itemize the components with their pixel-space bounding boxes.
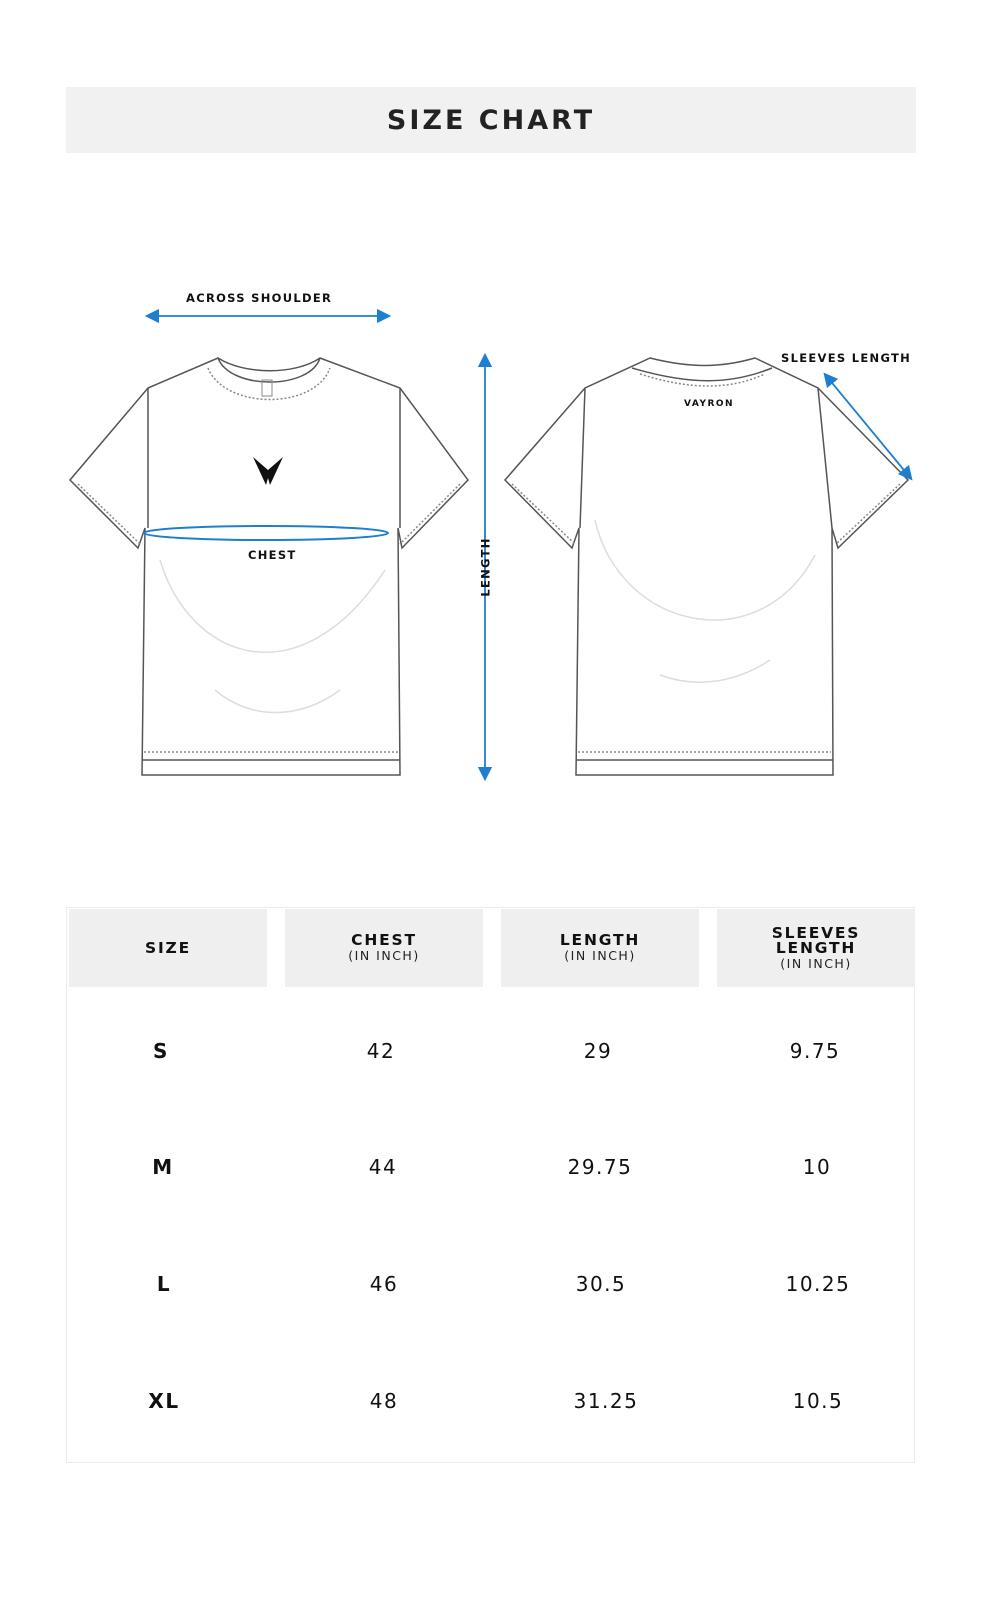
row-s-size: S (153, 1039, 169, 1063)
header-unit: (IN INCH) (564, 948, 636, 963)
header-label: SIZE (145, 938, 191, 957)
row-xl-size: XL (148, 1389, 180, 1413)
row-xl-sleeves: 10.5 (792, 1389, 844, 1413)
row-l-sleeves: 10.25 (785, 1272, 851, 1296)
row-xl-chest: 48 (369, 1389, 399, 1413)
row-s-sleeves: 9.75 (789, 1039, 841, 1063)
length-label: LENGTH (478, 537, 493, 597)
header-unit: (IN INCH) (780, 955, 852, 971)
row-s-length: 29 (583, 1039, 613, 1063)
row-l-chest: 46 (369, 1272, 399, 1296)
row-xl-length: 31.25 (573, 1389, 639, 1413)
header-label: SLEEVES LENGTH (771, 923, 861, 957)
front-tshirt-icon (70, 358, 468, 775)
header-chest (285, 909, 483, 987)
header-label: LENGTH (559, 931, 641, 949)
size-table (66, 907, 915, 1463)
row-l-size: L (156, 1272, 172, 1296)
header-size (69, 909, 267, 987)
across-shoulder-label: ACROSS SHOULDER (186, 291, 333, 305)
header-label: CHEST (351, 931, 417, 949)
row-m-length: 29.75 (567, 1155, 633, 1179)
header-length (501, 909, 699, 987)
header-sleeves-length (717, 909, 915, 987)
row-m-chest: 44 (368, 1155, 398, 1179)
row-l-length: 30.5 (575, 1272, 627, 1296)
chest-label: CHEST (248, 548, 297, 562)
row-m-sleeves: 10 (802, 1155, 832, 1179)
row-s-chest: 42 (366, 1039, 396, 1063)
back-tshirt-icon (505, 358, 908, 775)
header-unit: (IN INCH) (348, 948, 420, 963)
row-m-size: M (152, 1155, 174, 1179)
sleeves-length-label: SLEEVES LENGTH (781, 351, 912, 365)
page-title: SIZE CHART (386, 104, 596, 136)
brand-label: VAYRON (684, 399, 735, 409)
